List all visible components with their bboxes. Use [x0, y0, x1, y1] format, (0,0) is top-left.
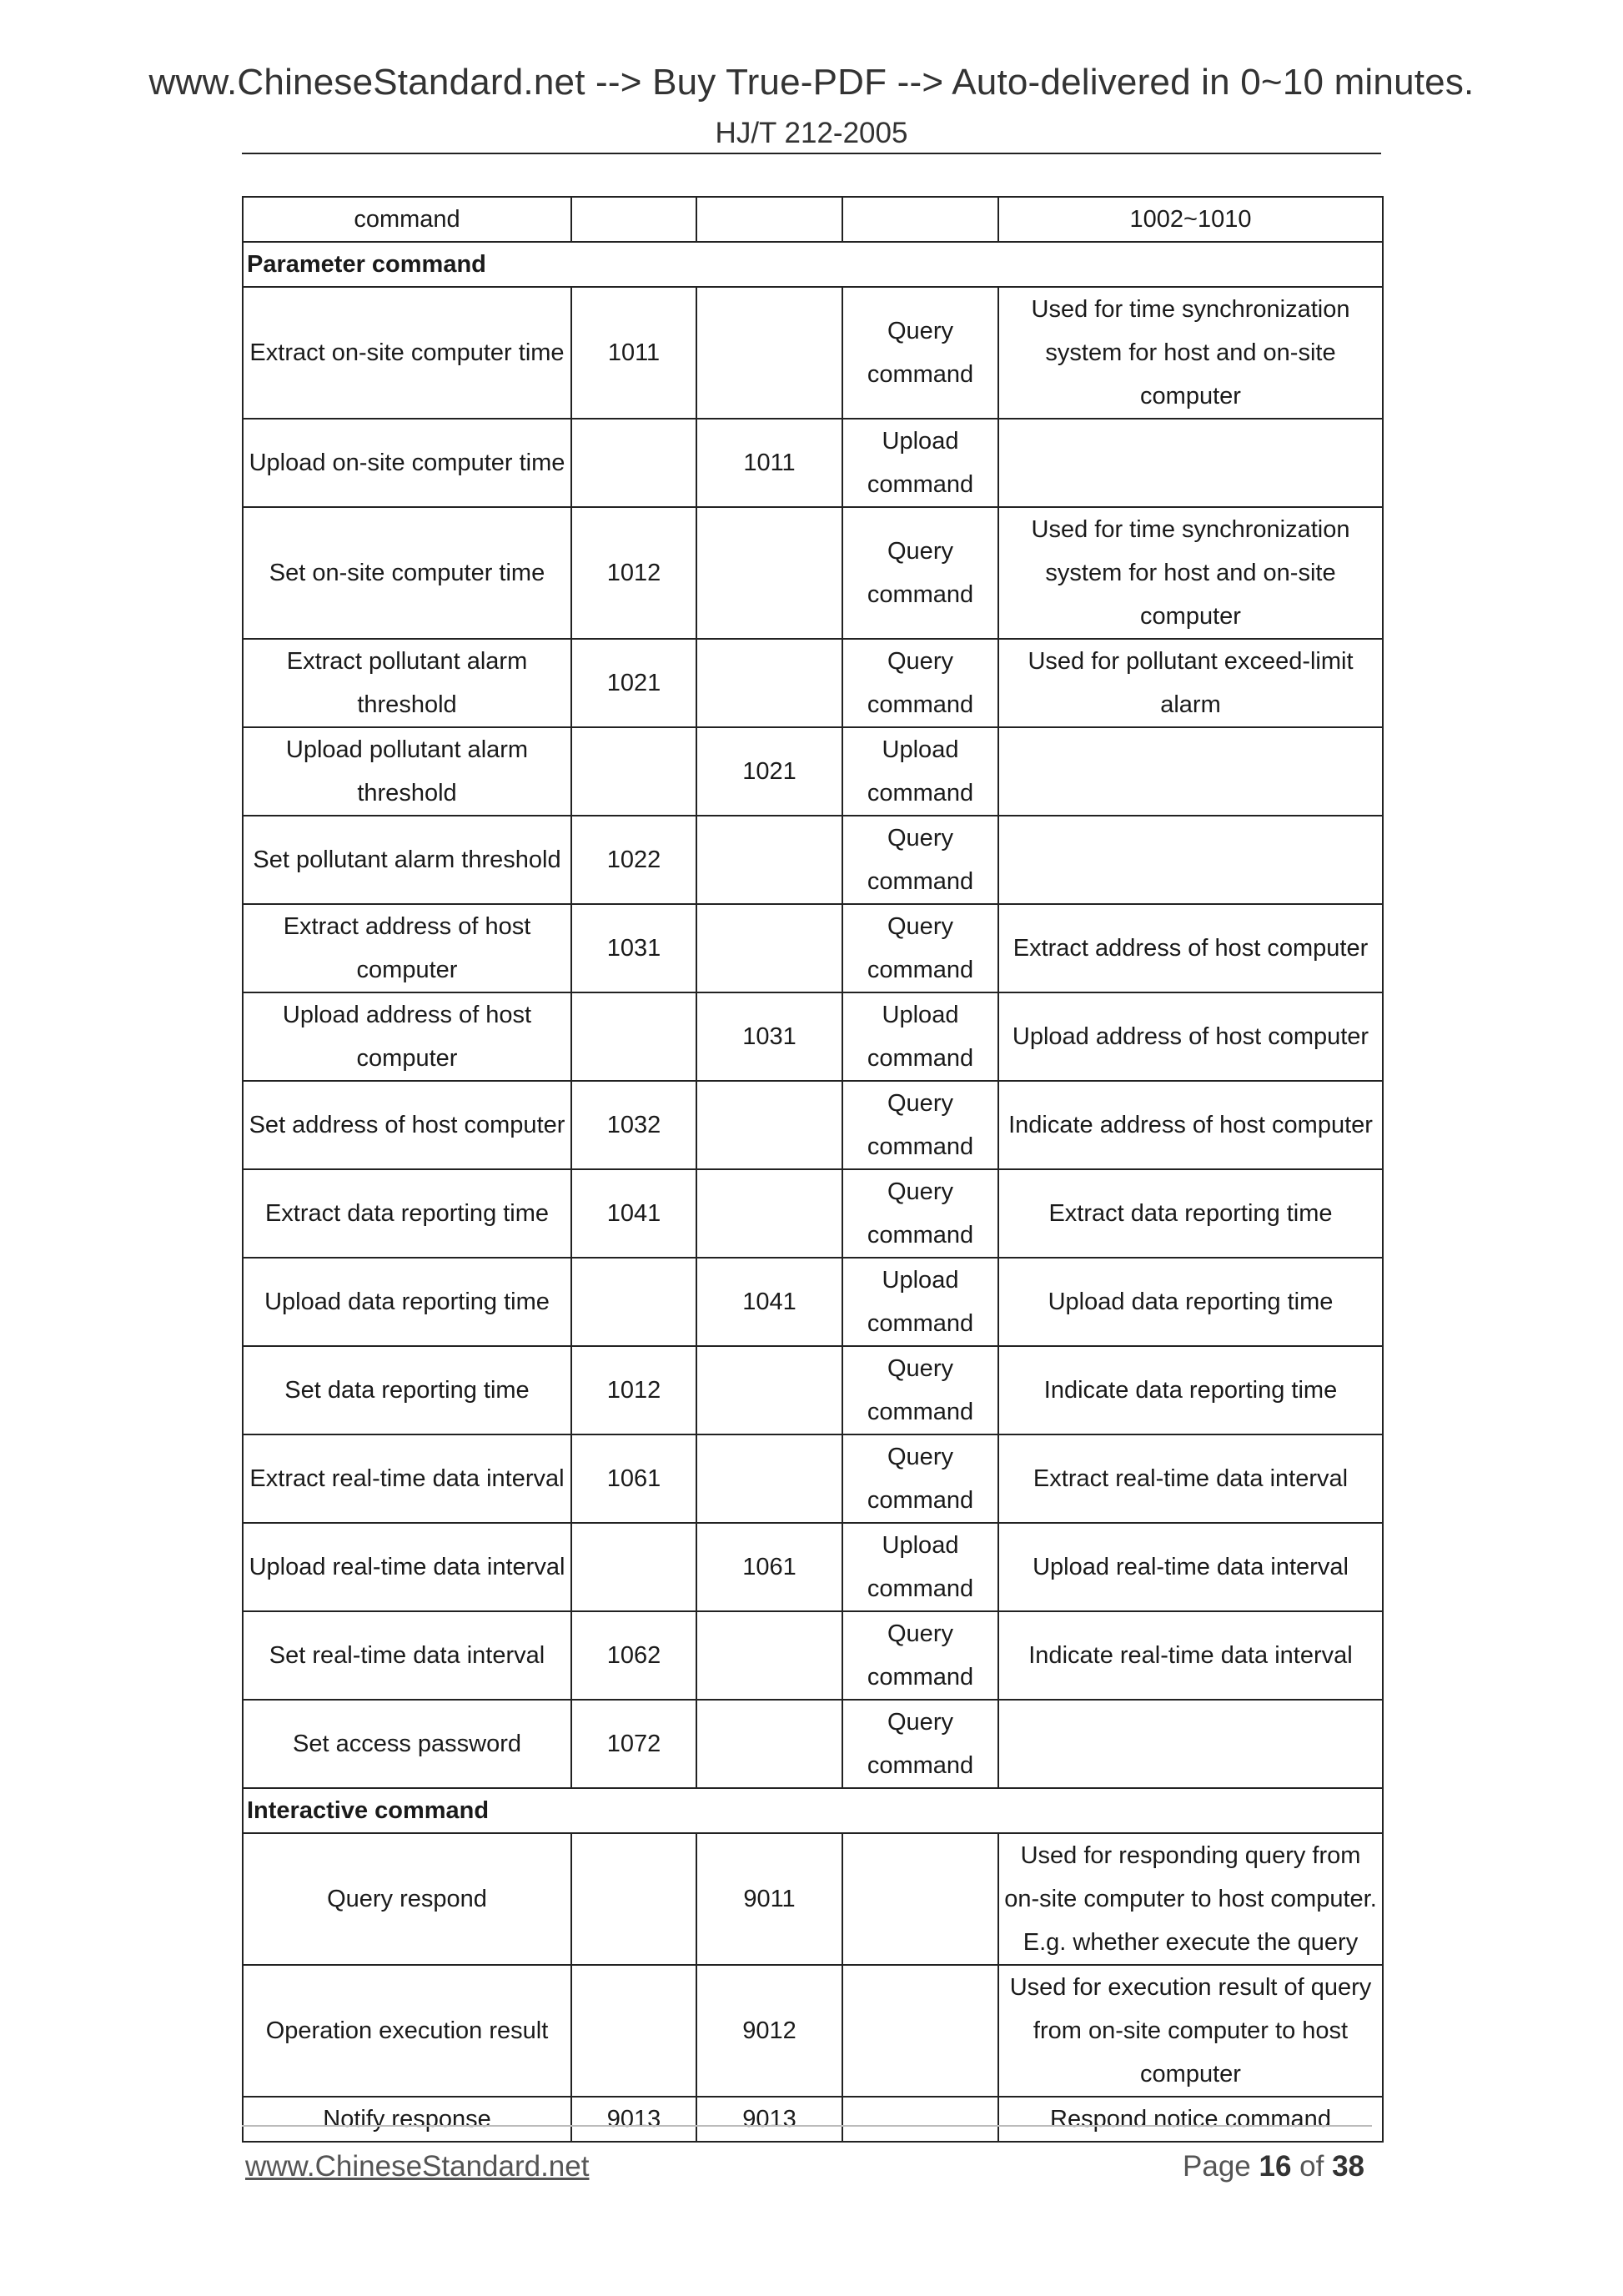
command-type-cell: [842, 2097, 998, 2142]
upload-code-cell: [696, 639, 842, 727]
command-type-cell: Query command: [842, 1169, 998, 1258]
upload-code-cell: [696, 197, 842, 242]
command-code-cell: [571, 197, 696, 242]
table-row: [243, 816, 1383, 904]
command-name-cell: Extract real-time data interval: [243, 1434, 571, 1523]
command-type-cell: Upload command: [842, 1523, 998, 1611]
header-banner: www.ChineseStandard.net --> Buy True-PDF --> Auto-delivered in 0~10 minutes.: [148, 62, 1475, 103]
section-header-row: [243, 242, 1383, 287]
command-name-cell: Upload pollutant alarm threshold: [243, 727, 571, 816]
command-code-cell: [571, 1965, 696, 2097]
table-row: [243, 2097, 1383, 2142]
command-note-cell: Indicate real-time data interval: [998, 1611, 1383, 1700]
table-row: [243, 639, 1383, 727]
command-name-cell: Query respond: [243, 1833, 571, 1965]
upload-code-cell: 1041: [696, 1258, 842, 1346]
command-code-cell: 1022: [571, 816, 696, 904]
upload-code-cell: [696, 816, 842, 904]
command-type-cell: Query command: [842, 1611, 998, 1700]
table-row: [243, 507, 1383, 639]
section-title: Parameter command: [243, 242, 1383, 287]
command-type-cell: [842, 197, 998, 242]
table-row: [243, 1258, 1383, 1346]
table-row: [243, 1965, 1383, 2097]
command-code-cell: 1031: [571, 904, 696, 992]
upload-code-cell: [696, 1169, 842, 1258]
table-row: [243, 287, 1383, 419]
command-code-cell: 1012: [571, 507, 696, 639]
command-note-cell: 1002~1010: [998, 197, 1383, 242]
standard-number: HJ/T 212-2005: [715, 117, 908, 149]
footer-divider: [242, 2125, 1372, 2127]
upload-code-cell: 1011: [696, 419, 842, 507]
table-row: [243, 1346, 1383, 1434]
table-row: [243, 992, 1383, 1081]
command-name-cell: Extract pollutant alarm threshold: [243, 639, 571, 727]
command-name-cell: Set address of host computer: [243, 1081, 571, 1169]
command-type-cell: Query command: [842, 904, 998, 992]
command-code-cell: 1062: [571, 1611, 696, 1700]
upload-code-cell: 9011: [696, 1833, 842, 1965]
table-row: [243, 1833, 1383, 1965]
command-code-cell: [571, 1523, 696, 1611]
command-name-cell: Set data reporting time: [243, 1346, 571, 1434]
command-type-cell: Query command: [842, 1081, 998, 1169]
table-row: [243, 197, 1383, 242]
upload-code-cell: [696, 507, 842, 639]
command-note-cell: Used for time synchronization system for host and on-site computer: [998, 287, 1383, 419]
command-name-cell: Notify response: [243, 2097, 571, 2142]
command-code-cell: [571, 992, 696, 1081]
command-name-cell: Operation execution result: [243, 1965, 571, 2097]
command-note-cell: [998, 419, 1383, 507]
command-code-cell: [571, 1258, 696, 1346]
command-note-cell: Upload address of host computer: [998, 992, 1383, 1081]
command-type-cell: Query command: [842, 639, 998, 727]
upload-code-cell: 1031: [696, 992, 842, 1081]
upload-code-cell: 1021: [696, 727, 842, 816]
command-name-cell: Upload address of host computer: [243, 992, 571, 1081]
command-note-cell: Upload data reporting time: [998, 1258, 1383, 1346]
section-header-row: [243, 1788, 1383, 1833]
command-name-cell: Extract data reporting time: [243, 1169, 571, 1258]
upload-code-cell: [696, 1611, 842, 1700]
page-total: 38: [1332, 2150, 1364, 2183]
command-note-cell: [998, 1700, 1383, 1788]
command-name-cell: Extract on-site computer time: [243, 287, 571, 419]
table-row: [243, 1611, 1383, 1700]
footer-site-link[interactable]: www.ChineseStandard.net: [245, 2150, 590, 2183]
command-code-cell: [571, 419, 696, 507]
command-name-cell: Extract address of host computer: [243, 904, 571, 992]
page-prefix: Page: [1183, 2150, 1259, 2183]
page-current: 16: [1259, 2150, 1292, 2183]
command-type-cell: Query command: [842, 1700, 998, 1788]
table-row: [243, 1523, 1383, 1611]
upload-code-cell: [696, 1346, 842, 1434]
command-name-cell: command: [243, 197, 571, 242]
command-note-cell: Respond notice command: [998, 2097, 1383, 2142]
command-type-cell: Upload command: [842, 419, 998, 507]
upload-code-cell: [696, 1700, 842, 1788]
table-row: [243, 904, 1383, 992]
table-row: [243, 1700, 1383, 1788]
table-row: [243, 419, 1383, 507]
command-name-cell: Set on-site computer time: [243, 507, 571, 639]
command-note-cell: Indicate data reporting time: [998, 1346, 1383, 1434]
command-code-cell: 1061: [571, 1434, 696, 1523]
command-name-cell: Set real-time data interval: [243, 1611, 571, 1700]
command-note-cell: Used for responding query from on-site computer to host computer. E.g. whether execute the query: [998, 1833, 1383, 1965]
table-row: [243, 1081, 1383, 1169]
command-type-cell: Query command: [842, 507, 998, 639]
command-code-cell: 1072: [571, 1700, 696, 1788]
command-note-cell: [998, 727, 1383, 816]
page-indicator: [1183, 2150, 1364, 2183]
command-note-cell: Extract address of host computer: [998, 904, 1383, 992]
page-separator: of: [1291, 2150, 1333, 2183]
upload-code-cell: [696, 1081, 842, 1169]
command-code-cell: [571, 1833, 696, 1965]
upload-code-cell: 9013: [696, 2097, 842, 2142]
command-note-cell: Upload real-time data interval: [998, 1523, 1383, 1611]
upload-code-cell: [696, 904, 842, 992]
command-type-cell: Query command: [842, 816, 998, 904]
command-type-cell: [842, 1833, 998, 1965]
command-code-cell: 1011: [571, 287, 696, 419]
command-code-cell: 9013: [571, 2097, 696, 2142]
command-note-cell: Used for pollutant exceed-limit alarm: [998, 639, 1383, 727]
command-type-cell: Query command: [842, 1434, 998, 1523]
command-code-cell: 1012: [571, 1346, 696, 1434]
command-code-cell: [571, 727, 696, 816]
command-type-cell: Upload command: [842, 992, 998, 1081]
table-row: [243, 727, 1383, 816]
upload-code-cell: 9012: [696, 1965, 842, 2097]
command-table-body: [243, 197, 1383, 2142]
upload-code-cell: [696, 1434, 842, 1523]
command-note-cell: Extract data reporting time: [998, 1169, 1383, 1258]
command-note-cell: Extract real-time data interval: [998, 1434, 1383, 1523]
command-type-cell: Query command: [842, 1346, 998, 1434]
command-name-cell: Upload on-site computer time: [243, 419, 571, 507]
command-name-cell: Set pollutant alarm threshold: [243, 816, 571, 904]
section-title: Interactive command: [243, 1788, 1383, 1833]
command-type-cell: [842, 1965, 998, 2097]
command-note-cell: Used for time synchronization system for host and on-site computer: [998, 507, 1383, 639]
table-row: [243, 1434, 1383, 1523]
command-name-cell: Set access password: [243, 1700, 571, 1788]
header-divider: [242, 153, 1381, 154]
table-row: [243, 1169, 1383, 1258]
command-code-cell: 1032: [571, 1081, 696, 1169]
upload-code-cell: 1061: [696, 1523, 842, 1611]
command-note-cell: [998, 816, 1383, 904]
command-type-cell: Upload command: [842, 727, 998, 816]
command-name-cell: Upload real-time data interval: [243, 1523, 571, 1611]
command-name-cell: Upload data reporting time: [243, 1258, 571, 1346]
command-type-cell: Query command: [842, 287, 998, 419]
command-note-cell: Used for execution result of query from on-site computer to host computer: [998, 1965, 1383, 2097]
command-note-cell: Indicate address of host computer: [998, 1081, 1383, 1169]
upload-code-cell: [696, 287, 842, 419]
command-code-cell: 1021: [571, 639, 696, 727]
command-table: [242, 196, 1384, 2143]
command-type-cell: Upload command: [842, 1258, 998, 1346]
command-code-cell: 1041: [571, 1169, 696, 1258]
